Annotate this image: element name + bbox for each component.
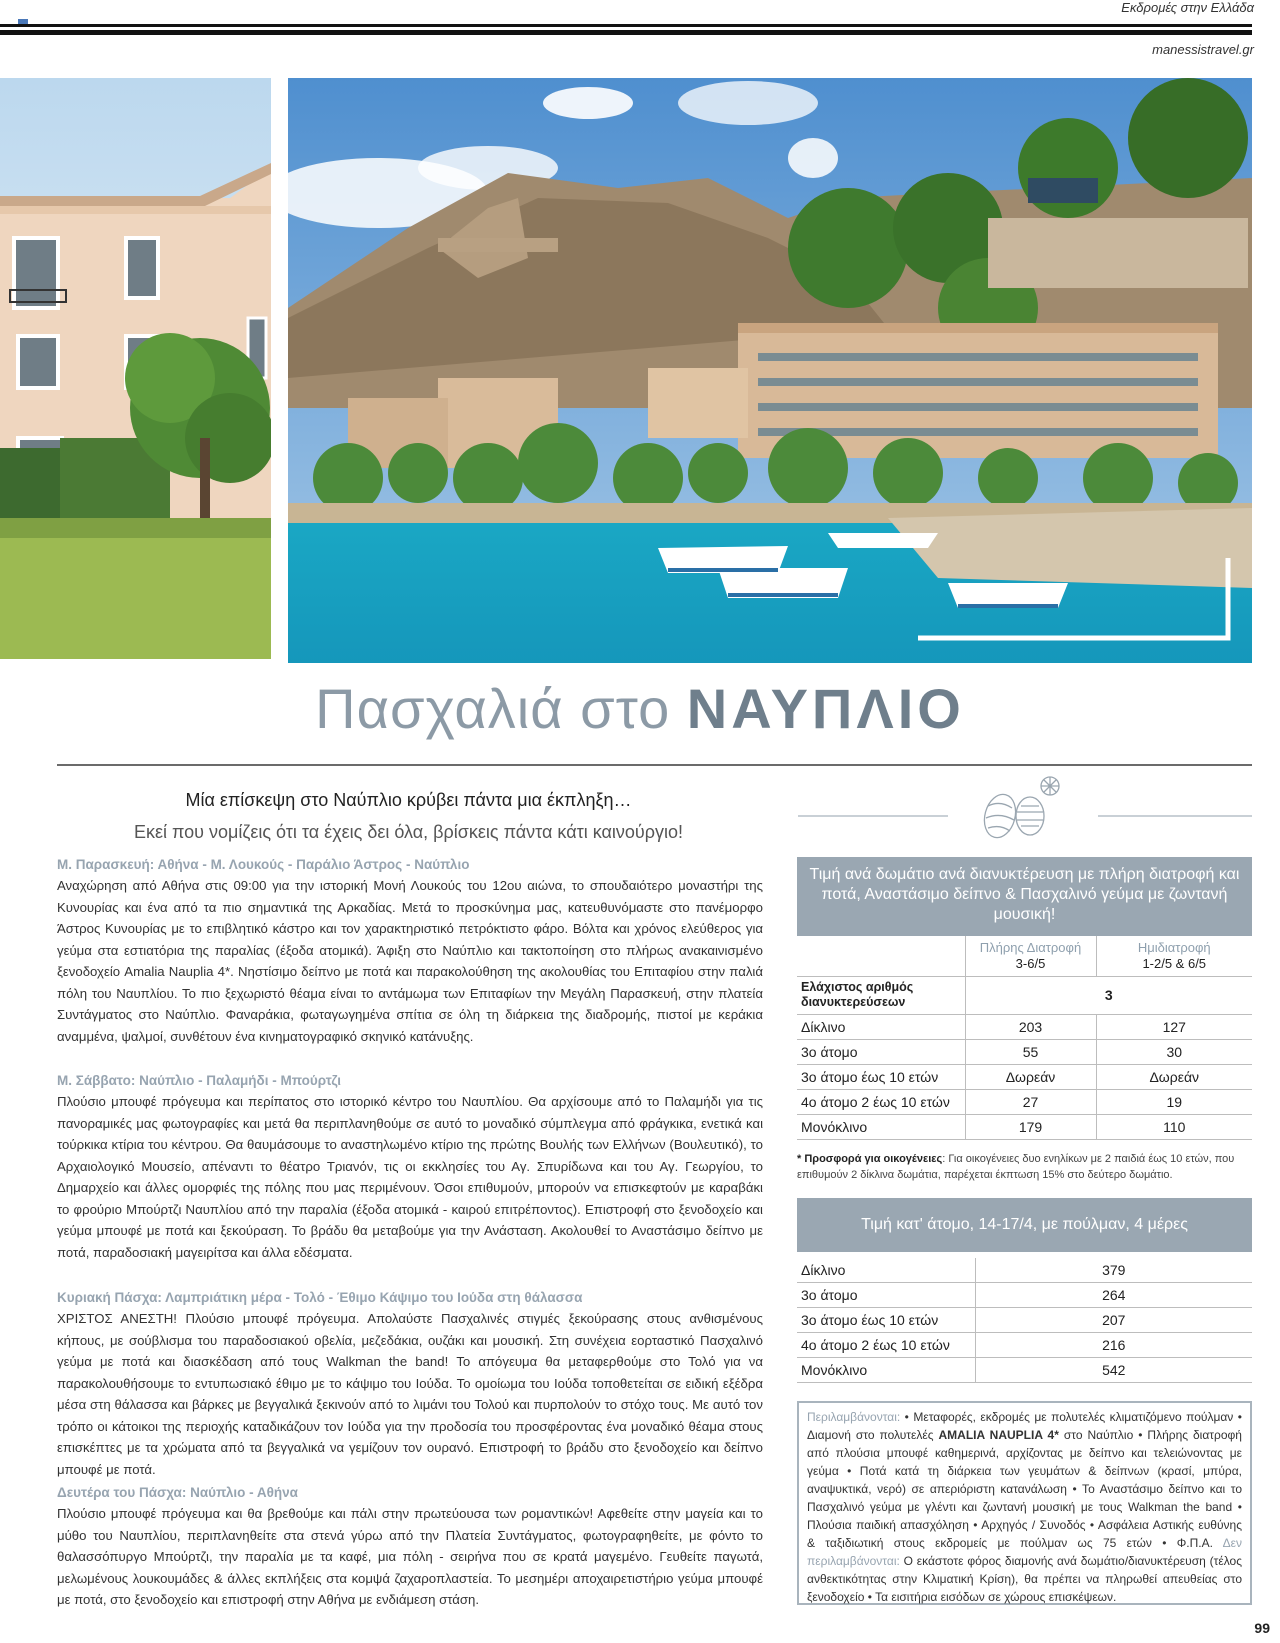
includes-text-b: στο Ναύπλιο • Πλήρης διατροφή από πλούσια μπουφέ καθημερινά, αρχίζοντας με δείπνο και τελειώνοντας με γεύμα • Ποτά κατά τη διάρκεια των γευμάτων & δείπνων (κρασί, μπύρα, αναψυκτικά, νερό) σε απεριόριστη κατανάλωση • Το Αναστάσιμο δείπνο και το Πασχαλινό γεύμα με γλέντι και ζωντανή μουσική με τους Walkman the band • Πλούσια παιδική απασχόληση • Αρχηγός / Συνοδός • Ασφάλεια Αστικής ευθύνης & ταξιδιωτική στους εκδρομείς με πούλμαν ως 75 ετών • Φ.Π.Α. (807, 1428, 1242, 1550)
intro-subtitle: Εκεί που νομίζεις ότι τα έχεις δει όλα, βρίσκεις πάντα κάτι καινούργιο! (133, 822, 684, 842)
includes-hotel: AMALIA NAUPLIA 4* (938, 1428, 1059, 1442)
col-half-board: Ημιδιατροφή (1137, 939, 1211, 955)
col-full-board: Πλήρης Διατροφή (979, 939, 1082, 955)
table-row: 3ο άτομο έως 10 ετών Δωρεάν Δωρεάν (797, 1064, 1252, 1089)
easter-egg-icon (980, 777, 1059, 841)
price-table-2 (797, 1258, 1252, 1383)
website-link[interactable]: manessistravel.gr (1152, 42, 1254, 57)
family-offer-note (797, 1151, 1253, 1183)
day-3-text: ΧΡΙΣΤΟΣ ΑΝΕΣΤΗ! Πλούσιο μπουφέ πρόγευμα. Απολαύστε Πασχαλινές στιγμές ξεκούρασης στους ανθισμένους κήπους, με σούβλισμα του παραδοσιακού οβελία, μεζεδάκια, ουζάκι και μουσική. Στη συνέχεια εορταστικό Πασχαλινό γεύμα με ποτά και διασκέδαση από τους Walkman the band! Το απόγευμα θα μεταφερθούμε στο Τολό για να παρακολουθήσουμε το εντυπωσιακό έθιμο με το κάψιμο του Ιούδα. Το ομοίωμα του Ιούδα τοποθετείται σε ειδική εξέδρα μέσα στη θάλασσα και βάρκες με βεγγαλικά ξεκινούν από το λιμάνι του Τολού και πυρπολούν το στόχο τους. Με αυτό τον τρόπο οι κάτοικοι της περιοχής καταδικάζουν τον Ιούδα για την προδοσία του προσφέροντας ένα μοναδικό θέαμα στους επισκέπτες με τα χρώματα από τα βεγγαλικά να γεμίζουν τον ουρανό. Επιστροφή το βράδυ στο ξενοδοχείο και δείπνο μπουφέ με ποτά. (57, 1311, 763, 1477)
table-row: Μονόκλινο 542 (797, 1358, 1252, 1383)
price-table-1 (797, 936, 1252, 1140)
day-2 (57, 1073, 763, 1263)
table-row: Δίκλινο 379 (797, 1258, 1252, 1283)
table-row: 3ο άτομο 264 (797, 1283, 1252, 1308)
table-row: 3ο άτομο έως 10 ετών 207 (797, 1308, 1252, 1333)
excludes-label: Δεν περιλαμβάνονται: (807, 1536, 1242, 1568)
day-3-heading: Κυριακή Πάσχα: Λαμπριάτικη μέρα - Τολό - Έθιμο Κάψιμο του Ιούδα στη θάλασσα (57, 1290, 583, 1305)
includes-text-a: • Μεταφορές, εκδρομές με πολυτελές κλιματιζόμενο πούλμαν • Διαμονή στο πολυτελές (807, 1410, 1242, 1442)
table-row: 3ο άτομο 55 30 (797, 1039, 1252, 1064)
header-rule (0, 24, 1252, 27)
min-nights-value: 3 (965, 976, 1252, 1014)
price-table-1-heading: Τιμή ανά δωμάτιο ανά διανυκτέρευση με πλήρη διατροφή και ποτά, Αναστάσιμο δείπνο & Πασχαλινό γεύμα με ζωντανή μουσική! (797, 857, 1252, 936)
section-title: Εκδρομές στην Ελλάδα (1121, 0, 1254, 15)
min-nights-label: Ελάχιστος αριθμός διανυκτερεύσεων (797, 976, 965, 1014)
day-4-text: Πλούσιο μπουφέ πρόγευμα και θα βρεθούμε και πάλι στην πρωτεύουσα των ρομαντικών! Αφεθείτε στην μαγεία και το μύθο του Ναυπλίου, περιπλανηθείτε στα στενά γύρω από την Πλατεία Συντάγματος, φωτογραφηθείτε, με φόντο το θαλασσόπυργο Μπούρτζι, την παραλία με τα καφέ, μια πόλη - σειρήνα που σε κρατά μαγεμένο. Γευθείτε παγωτά, μελωμένους λουκουμάδες & άλλες εκπλήξεις στα κομψά ζαχαροπλαστεία. Το μεσημέρι αποχαιρετιστήριο γεύμα μπουφέ με ποτά, στο ξενοδοχείο και επιστροφή στην Αθήνα με ενδιάμεση στάση. (57, 1506, 763, 1607)
table-row: Μονόκλινο 179 110 (797, 1114, 1252, 1139)
col-half-board-dates: 1-2/5 & 6/5 (1142, 955, 1207, 971)
table-header-row (797, 936, 1252, 976)
family-offer-label: * Προσφορά για οικογένειες (797, 1153, 943, 1165)
includes-box (797, 1401, 1252, 1605)
day-1 (57, 857, 763, 1047)
page-number: 99 (1254, 1620, 1270, 1636)
day-4 (57, 1485, 763, 1611)
table-row: 4ο άτομο 2 έως 10 ετών 27 19 (797, 1089, 1252, 1114)
nafplio-harbour-photo (288, 78, 1252, 663)
easter-eggs-decoration (798, 776, 1252, 846)
hotel-photo (0, 78, 271, 659)
page-title: Πασχαλιά στο ΝΑΥΠΛΙΟ (315, 677, 965, 740)
day-3 (57, 1290, 763, 1480)
excludes-text: Ο εκάστοτε φόρος διαμονής ανά δωμάτιο/διανυκτέρευση (τέλος ανθεκτικότητας στην Κλιματική Κρίση), θα πρέπει να πληρωθεί απευθείας στο ξενοδοχείο • Τα εισιτήρια εισόδων σε χώρους επισκέψεων. (807, 1554, 1242, 1604)
day-4-heading: Δευτέρα του Πάσχα: Ναύπλιο - Αθήνα (57, 1485, 298, 1500)
col-full-board-dates: 3-6/5 (1015, 955, 1046, 971)
intro-tagline: Μία επίσκεψη στο Ναύπλιο κρύβει πάντα μια έκπληξη… (185, 790, 632, 810)
day-2-text: Πλούσιο μπουφέ πρόγευμα και περίπατος στο ιστορικό κέντρο του Ναυπλίου. Θα αρχίσουμε από το Παλαμήδι για τις πανοραμικές μας φωτογραφίες και μετά θα περιπλανηθούμε σε αυτό το μοναδικό σύμπλεγμα από φράγκικα, ενετικά και τούρκικα κτίρια του κέντρου. Θα θαυμάσουμε το αναστηλωμένο κτίριο της πρώτης Βουλής των Ελλήνων (Βουλευτικό), το Αρχαιολογικό Μουσείο, απέναντι το θέατρο Τριανόν, τις οι εκκλησίες του Αγ. Σπυρίδωνα και του Αγ. Γεωργίου, το Δημαρχείο και άλλες ομορφιές της πόλης που μας περιμένουν. Όσοι επιθυμούν, μπορούν να επισκεφτούν με καραβάκι το φρούριο Μπούρτζι Ναυπλίου από την παραλία (έξοδα ατομικά - καιρού επιτρέποντος). Επιστροφή στο ξενοδοχείο και γεύμα μπουφέ με ποτά και ξεκούραση. Το βράδυ θα μεταβούμε για την Ανάσταση. Ακολουθεί το Αναστάσιμο δείπνο με ποτά, παραδοσιακή μαγειρίτσα και άλλα εδέσματα. (57, 1094, 763, 1260)
day-2-heading: Μ. Σάββατο: Ναύπλιο - Παλαμήδι - Μπούρτζι (57, 1073, 342, 1088)
includes-label: Περιλαμβάνονται: (807, 1410, 901, 1424)
table-row: Δίκλινο 203 127 (797, 1014, 1252, 1039)
price-table-2-heading: Τιμή κατ' άτομο, 14-17/4, με πούλμαν, 4 μέρες (797, 1198, 1252, 1252)
day-1-text: Αναχώρηση από Αθήνα στις 09:00 για την ιστορική Μονή Λουκούς του 12ου αιώνα, το σπουδαιότερο μοναστήρι της Κυνουρίας και ένα από τα πιο σημαντικά της Αρκαδίας. Μετά το προσκύνημα μας, κατευθυνόμαστε στο πανέμορφο Άστρος Κυνουρίας με το επιβλητικό κάστρο και τον χαρακτηριστικό πετρόκτιστο φάρο. Βόλτα και χρόνος ελεύθερος για γεύμα στα εστιατόρια της παραλίας (έξοδα ατομικά). Άφιξη στο Ναύπλιο και τακτοποίηση στο πλήρως ανακαινισμένο ξενοδοχείο Amalia Nauplia 4*. Νηστίσιμο δείπνο με ποτά και παρακολούθηση της ακολουθίας του Επιταφίου στην παλιά πόλη του Ναυπλίου. Το πιο ξεχωριστό θέαμα είναι το αντάμωμα των Επιταφίων την Μεγάλη Παρασκευή, στην πλατεία Συντάγματος στο Ναύπλιο. Φαναράκια, φωταγωγημένα σπίτια σε όλη τη διάρκεια της διαδρομής, πιστοί με κεράκια αναμμένα, ψαλμοί, συνθέτουν ένα κινηματογραφικό σκηνικό κατάνυξης. (57, 878, 763, 1044)
title-divider (57, 764, 1252, 766)
header-rule-thick (0, 30, 1252, 35)
table-row: 4ο άτομο 2 έως 10 ετών 216 (797, 1333, 1252, 1358)
family-offer-text: : Για οικογένειες δυο ενηλίκων με 2 παιδιά έως 10 ετών, που επιθυμούν 2 δίκλινα δωμάτια, παρέχεται έκπτωση 15% στο δεύτερο δωμάτιο. (797, 1153, 1235, 1181)
day-1-heading: Μ. Παρασκευή: Αθήνα - Μ. Λουκούς - Παράλιο Άστρος - Ναύπλιο (57, 857, 470, 872)
min-nights-row (797, 976, 1252, 1014)
